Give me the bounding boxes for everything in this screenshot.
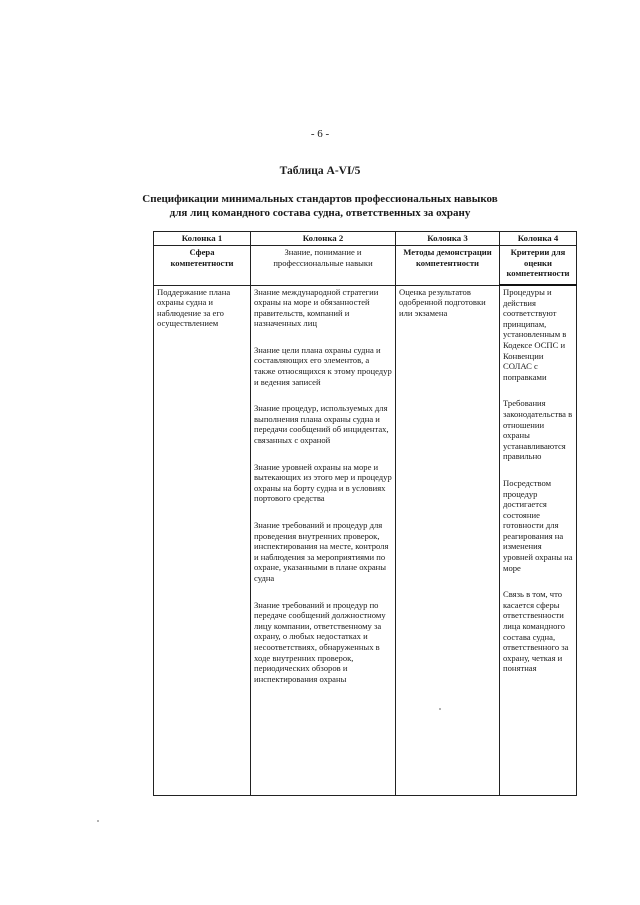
column-title-row [154, 246, 577, 286]
knowledge-item: Знание цели плана охраны судна и составляющих его элементов, а также относящихся к этому процедур и ведения записей [254, 344, 392, 387]
table-heading-line-1: Спецификации минимальных стандартов профессиональных навыков [142, 193, 498, 205]
column-label-1: Колонка 1 [154, 232, 251, 246]
knowledge-item: Знание требований и процедур по передаче сообщений должностному лицу компании, ответственному за охрану, о любых недостатках и несоответствиях, обнаруженных в ходе внутренних проверок, периодических обзоров и инспектирования охраны [254, 599, 386, 684]
page-number: - 6 - [310, 128, 330, 140]
criteria-item: Связь в том, что касается сферы ответственности лица командного состава судна, ответственного за охрану, четкая и понятная [503, 589, 569, 674]
column-title-2: Знание, понимание и профессиональные навыки [251, 246, 396, 286]
column-label-2: Колонка 2 [251, 232, 396, 246]
column-title-1: Сфера компетентности [154, 246, 251, 286]
knowledge-cell [251, 285, 396, 796]
knowledge-item: Знание процедур, используемых для выполнения плана охраны судна и передачи сообщений об инцидентах, связанных с охраной [254, 403, 389, 446]
table-heading-line-2: для лиц командного состава судна, ответственных за охрану [169, 207, 471, 219]
column-label-row [154, 232, 577, 246]
knowledge-item: Знание международной стратегии охраны на море и обязанностей правительств, компаний и назначенных лиц [254, 286, 379, 329]
scan-speck [97, 820, 99, 822]
criteria-item: Требования законодательства в отношении охраны устанавливаются правильно [503, 398, 573, 462]
criteria-item: Посредством процедур достигается состояние готовности для реагирования на изменения уровней охраны на море [503, 477, 573, 573]
methods-cell: Оценка результатов одобренной подготовки или экзамена [396, 285, 500, 796]
table-row [154, 285, 577, 796]
column-title-4: Критерии для оценки компетентности [500, 246, 577, 286]
knowledge-item: Знание требований и процедур для проведения внутренних проверок, инспектирования на месте, контроля и наблюдения за мероприятиями по охране, указанными в плане охраны судна [254, 520, 389, 583]
column-label-3: Колонка 3 [396, 232, 500, 246]
competence-cell: Поддержание плана охраны судна и наблюдение за его осуществлением [154, 285, 251, 796]
criteria-item: Процедуры и действия соответствуют принципам, установленным в Кодексе ОСПС и Конвенции СОЛАС с поправками [503, 287, 567, 382]
knowledge-item: Знание уровней охраны на море и вытекающих из этого мер и процедур охраны на борту судна и в условиях портового средства [254, 461, 392, 504]
column-label-4: Колонка 4 [500, 232, 577, 246]
competence-spec-table [153, 231, 577, 796]
table-heading [0, 192, 640, 220]
criteria-cell [500, 285, 577, 796]
table-title: Таблица A-VI/5 [279, 165, 361, 177]
column-title-3: Методы демонстрации компетентности [396, 246, 500, 286]
scan-speck [439, 708, 441, 710]
